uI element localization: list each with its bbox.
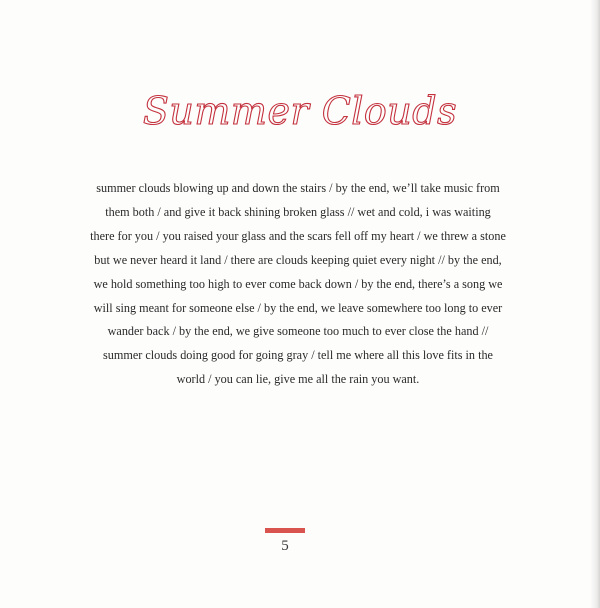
page-number-accent-bar (265, 528, 305, 533)
poem-line: will sing meant for someone else / by the end, we leave somewhere too long to ever (93, 300, 503, 315)
poem-line: summer clouds blowing up and down the stairs / by the end, we’ll take music from (96, 181, 500, 195)
page-edge-shadow (590, 0, 600, 608)
poem-line: wander back / by the end, we give someone too much to ever close the hand // (107, 324, 489, 339)
poem-line: summer clouds doing good for going gray / tell me where all this love fits in the (103, 348, 493, 363)
title-graphic (120, 78, 480, 148)
title-container (120, 78, 480, 148)
page-title: Summer Clouds (142, 89, 458, 133)
poem-line: we hold something too high to ever come back down / by the end, there’s a song we (93, 276, 503, 291)
poem-line: there for you / you raised your glass and the scars fell off my heart / we threw a stone (90, 228, 506, 243)
page-number: 5 (281, 538, 289, 554)
poem-body (78, 177, 518, 392)
poem-line: them both / and give it back shining broken glass // wet and cold, i was waiting (105, 204, 491, 219)
poem-line: world / you can lie, give me all the rain you want. (176, 372, 420, 387)
poem-line: but we never heard it land / there are clouds keeping quiet every night // by the end, (94, 252, 502, 267)
